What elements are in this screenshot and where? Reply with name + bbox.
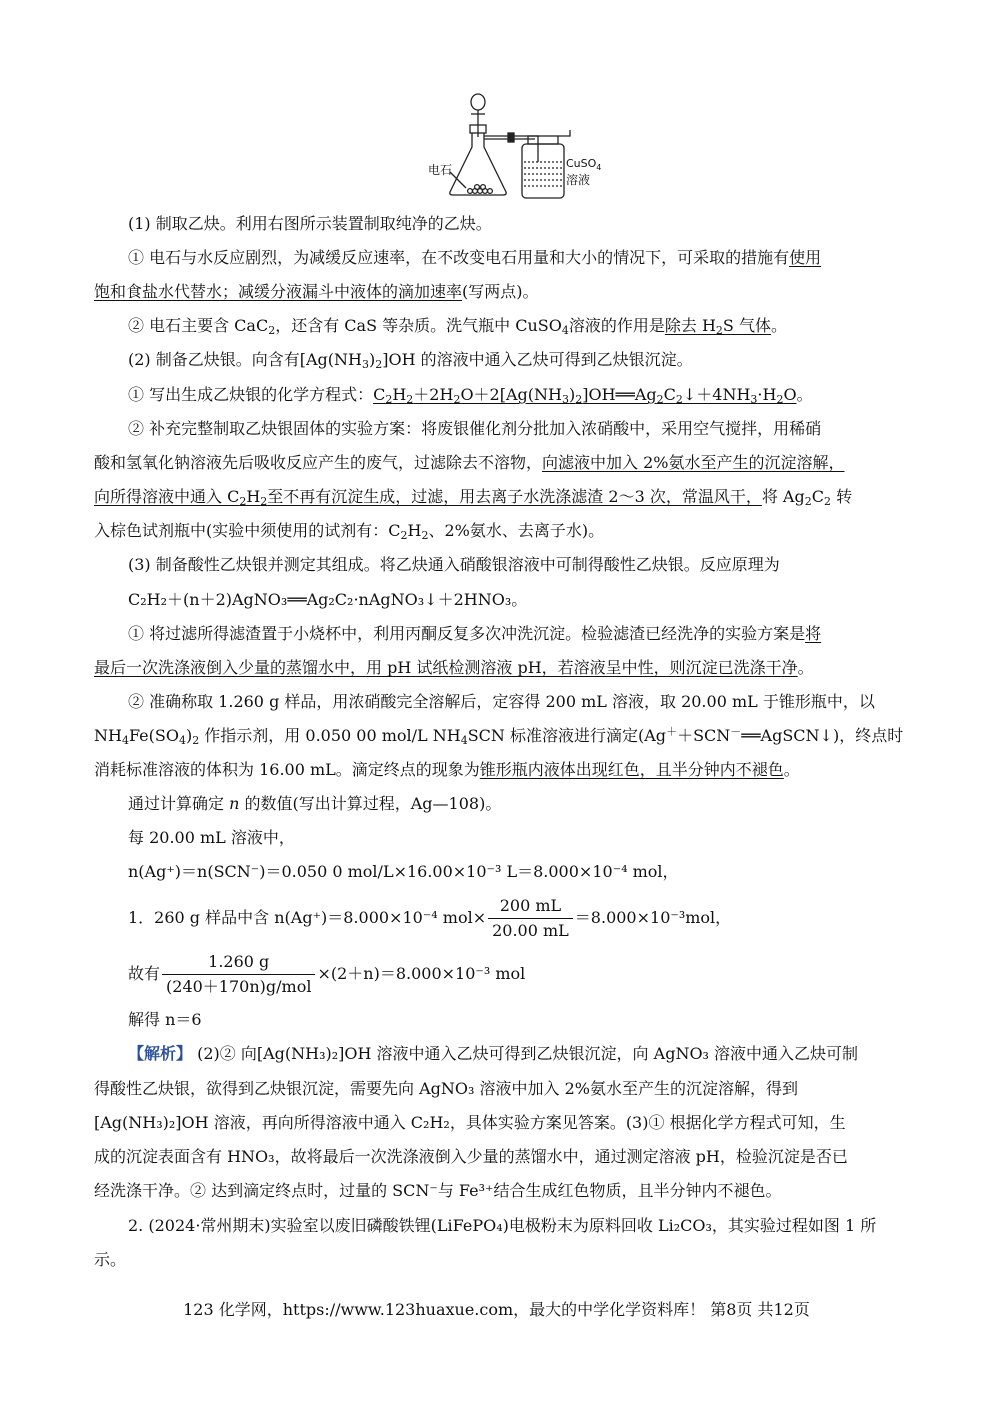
acetylene-apparatus-figure	[420, 92, 600, 202]
eq-subscript: 2	[675, 393, 683, 406]
eq-subscript: 2	[406, 393, 414, 406]
eq-subscript: 2	[575, 393, 583, 406]
eq-subscript: 2	[385, 393, 393, 406]
label-cuso4: CuSO$_4$	[566, 157, 602, 172]
calc-step3: 1．260 g 样品中含 n(Ag⁺)＝8.000×10⁻⁴ mol× $\frac{200 mL}{20.00 mL}$ ＝8.000×10⁻³mol，	[128, 896, 732, 940]
calc-intro: 通过计算确定 n 的数值(写出计算过程，Ag—108)。	[128, 794, 502, 813]
eq-subscript: 3	[750, 393, 758, 406]
question2-line1: 2. (2024·常州期末)实验室以废旧磷酸铁锂(LiFePO₄)电极粉末为原料回收 Li₂CO₃，其实验过程如图 1 所	[128, 1216, 877, 1235]
part3-q2-line2: $NH_4Fe(SO_4)_2$ 作指示剂，用 0.050 00 mol/L $NH_4SCN$ 标准溶液进行滴定(Ag＋＋SCN－══AgSCN↓)，终点时	[94, 725, 904, 747]
eq-term: ＋2H	[413, 385, 454, 404]
part1-q2: ② 电石主要含 CaC$_2$，还含有 CaS 等杂质。洗气瓶中 CuSO$_4$溶液的作用是除去 $H_2S$ 气体。	[128, 316, 787, 337]
question2-line2: 示。	[94, 1250, 127, 1269]
eq-term: O	[783, 385, 797, 404]
eq-term: )	[568, 385, 576, 404]
calc-result: 解得 n＝6	[128, 1010, 202, 1029]
eq-term: ↓＋4NH	[682, 385, 751, 404]
eq-term: C	[663, 385, 676, 404]
eq-subscript: 2	[656, 393, 664, 406]
eq-term: C	[373, 385, 386, 404]
calc-step2: n(Ag⁺)＝n(SCN⁻)＝0.050 0 mol/L×16.00×10⁻³ L＝8.000×10⁻⁴ mol，	[128, 862, 679, 881]
part3-equation: C₂H₂＋(n＋2)AgNO₃══Ag₂C₂·nAgNO₃↓＋2HNO₃。	[128, 590, 528, 609]
part1-q1-line2: 饱和食盐水代替水；减缓分液漏斗中液体的滴加速率(写两点)。	[94, 282, 539, 301]
page-footer: 123 化学网，https://www.123huaxue.com，最大的中学化学资料库！ 第8页 共12页	[183, 1300, 810, 1319]
analysis-line2: 得酸性乙炔银，欲得到乙炔银沉淀，需要先向 AgNO₃ 溶液中加入 2%氨水至产生的沉淀溶解，得到	[94, 1079, 798, 1098]
silver-acetylide-equation	[373, 385, 796, 404]
part1-q1-line1: ① 电石与水反应剧烈，为减缓反应速率，在不改变电石用量和大小的情况下，可采取的措施有使用	[128, 248, 822, 267]
part2-q1-equation: ① 写出生成乙炔银的化学方程式：$C_2H_2+2H_2O+2[Ag(NH_3)_2]OH══Ag_2C_2↓+4NH_3\cdot H_2O$。	[128, 385, 813, 406]
part2-q2-line3: 向所得溶液中通入 $C_2H_2$至不再有沉淀生成，过滤，用去离子水洗涤滤渣 2～3 次，常温风干，将 $Ag_2C_2$ 转	[94, 487, 853, 508]
eq-subscript: 3	[561, 393, 569, 406]
analysis-line3: [Ag(NH₃)₂]OH 溶液，再向所得溶液中通入 C₂H₂，具体实验方案见答案。(3)① 根据化学方程式可知，生	[94, 1113, 846, 1132]
part3-q2-line1: ② 准确称取 1.260 g 样品，用浓硝酸完全溶解后，定容得 200 mL 溶液，取 20.00 mL 于锥形瓶中，以	[128, 692, 875, 711]
part2-q2-line4: 入棕色试剂瓶中(实验中须使用的试剂有：$C_2H_2$、2%氨水、去离子水)。	[94, 521, 605, 542]
part3-q1-line1: ① 将过滤所得滤渣置于小烧杯中，利用丙酮反复多次冲洗沉淀。检验滤渣已经洗净的实验方案是将	[128, 624, 822, 643]
eq-term: ]OH══Ag	[582, 385, 657, 404]
calc-step1: 每 20.00 mL 溶液中，	[128, 828, 295, 847]
eq-subscript: 2	[776, 393, 784, 406]
analysis-line4: 成的沉淀表面含有 HNO₃，故将最后一次洗涤液倒入少量的蒸馏水中，通过测定溶液 pH，检验沉淀是否已	[94, 1147, 848, 1166]
analysis-line1: 【解析】 (2)② 向[Ag(NH₃)₂]OH 溶液中通入乙炔可得到乙炔银沉淀，向 AgNO₃ 溶液中通入乙炔可制	[128, 1044, 859, 1063]
part1-heading: (1) 制取乙炔。利用右图所示装置制取纯净的乙炔。	[128, 214, 492, 233]
label-calcium-carbide: 电石	[428, 163, 453, 177]
label-solution: 溶液	[566, 173, 591, 187]
eq-term: O＋2[Ag(NH	[460, 385, 562, 404]
part2-q2-line1: ② 补充完整制取乙炔银固体的实验方案：将废银催化剂分批加入浓硝酸中，采用空气搅拌，用稀硝	[128, 419, 822, 438]
part3-heading: (3) 制备酸性乙炔银并测定其组成。将乙炔通入硝酸银溶液中可制得酸性乙炔银。反应原理为	[128, 555, 780, 574]
eq-subscript: 2	[453, 393, 461, 406]
part2-q2-line2: 酸和氢氧化钠溶液先后吸收反应产生的废气，过滤除去不溶物，向滤液中加入 2%氨水至产生的沉淀溶解，	[94, 453, 845, 472]
analysis-line5: 经洗涤干净。② 达到滴定终点时，过量的 SCN⁻与 Fe³⁺结合生成红色物质，且半分钟内不褪色。	[94, 1181, 782, 1200]
eq-term: H	[392, 385, 407, 404]
part3-q2-line3: 消耗标准溶液的体积为 16.00 mL。滴定终点的现象为锥形瓶内液体出现红色，且半分钟内不褪色。	[94, 760, 800, 779]
part2-heading: (2) 制备乙炔银。向含有$[Ag(NH_3)_2]OH$ 的溶液中通入乙炔可得到乙炔银沉淀。	[128, 350, 693, 371]
eq-term: ·H	[757, 385, 777, 404]
calc-step4: 故有 $\frac{1.260 g}{\text{(240＋170n)g/mol}}$ ×(2＋n)＝8.000×10⁻³ mol	[128, 952, 526, 996]
analysis-tag: 【解析】	[128, 1044, 193, 1063]
part3-q1-line2: 最后一次洗涤液倒入少量的蒸馏水中，用 pH 试纸检测溶液 pH，若溶液呈中性，则沉淀已洗涤干净。	[94, 658, 814, 677]
